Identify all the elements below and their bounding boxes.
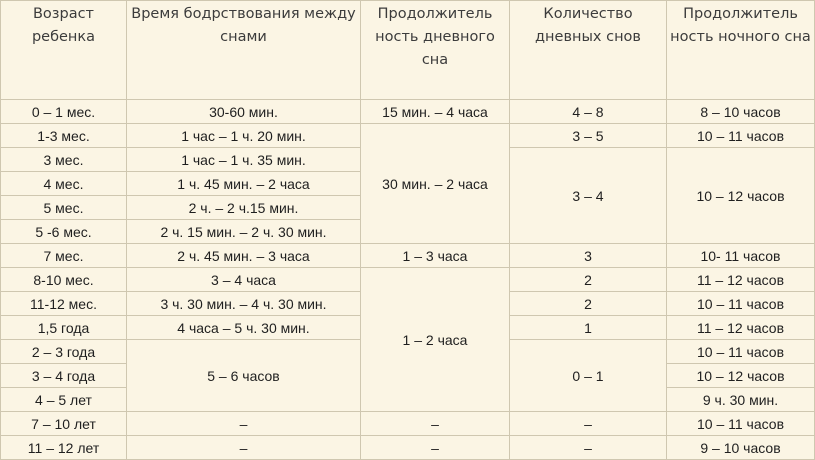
night-sleep-cell: 10- 11 часов [667,244,815,268]
age-cell: 7 – 10 лет [1,412,127,436]
naps-cell: – [510,412,667,436]
night-sleep-cell: 10 – 12 часов [667,364,815,388]
wake-cell: 1 час – 1 ч. 35 мин. [127,148,361,172]
night-sleep-cell: 10 – 11 часов [667,340,815,364]
age-cell: 5 -6 мес. [1,220,127,244]
wake-cell: 5 – 6 часов [127,340,361,412]
age-cell: 11-12 мес. [1,292,127,316]
night-sleep-cell: 8 – 10 часов [667,100,815,124]
night-sleep-cell: 9 ч. 30 мин. [667,388,815,412]
age-cell: 2 – 3 года [1,340,127,364]
night-sleep-cell: 9 – 10 часов [667,436,815,460]
age-cell: 1-3 мес. [1,124,127,148]
header-night-sleep: Продолжитель ность ночного сна [667,1,815,100]
night-sleep-cell: 10 – 12 часов [667,148,815,244]
header-wake-time: Время бодрствования между снами [127,1,361,100]
day-sleep-cell: 15 мин. – 4 часа [361,100,510,124]
wake-cell: 2 ч. 15 мин. – 2 ч. 30 мин. [127,220,361,244]
header-age: Возраст ребенка [1,1,127,100]
table-row [1,100,815,124]
wake-cell: 30-60 мин. [127,100,361,124]
day-sleep-cell: – [361,436,510,460]
night-sleep-cell: 11 – 12 часов [667,316,815,340]
wake-cell: 4 часа – 5 ч. 30 мин. [127,316,361,340]
wake-cell: 2 ч. 45 мин. – 3 часа [127,244,361,268]
wake-cell: 1 ч. 45 мин. – 2 часа [127,172,361,196]
day-sleep-cell: 30 мин. – 2 часа [361,124,510,244]
age-cell: 7 мес. [1,244,127,268]
age-cell: 4 – 5 лет [1,388,127,412]
table-row [1,124,815,148]
night-sleep-cell: 10 – 11 часов [667,292,815,316]
wake-cell: 1 час – 1 ч. 20 мин. [127,124,361,148]
table-row [1,244,815,268]
age-cell: 3 мес. [1,148,127,172]
day-sleep-cell: – [361,412,510,436]
table-row [1,412,815,436]
wake-cell: 3 – 4 часа [127,268,361,292]
wake-cell: 2 ч. – 2 ч.15 мин. [127,196,361,220]
night-sleep-cell: 11 – 12 часов [667,268,815,292]
header-row [1,1,815,100]
table-row [1,268,815,292]
day-sleep-cell: 1 – 3 часа [361,244,510,268]
day-sleep-cell: 1 – 2 часа [361,268,510,412]
naps-cell: 4 – 8 [510,100,667,124]
table-row [1,436,815,460]
wake-cell: 3 ч. 30 мин. – 4 ч. 30 мин. [127,292,361,316]
age-cell: 1,5 года [1,316,127,340]
age-cell: 4 мес. [1,172,127,196]
naps-cell: 1 [510,316,667,340]
naps-cell: 2 [510,268,667,292]
naps-cell: 0 – 1 [510,340,667,412]
naps-cell: 3 [510,244,667,268]
header-day-sleep: Продолжитель ность дневного сна [361,1,510,100]
naps-cell: 2 [510,292,667,316]
naps-cell: 3 – 4 [510,148,667,244]
age-cell: 3 – 4 года [1,364,127,388]
naps-cell: 3 – 5 [510,124,667,148]
wake-cell: – [127,412,361,436]
age-cell: 5 мес. [1,196,127,220]
wake-cell: – [127,436,361,460]
night-sleep-cell: 10 – 11 часов [667,412,815,436]
header-nap-count: Количество дневных снов [510,1,667,100]
naps-cell: – [510,436,667,460]
age-cell: 0 – 1 мес. [1,100,127,124]
age-cell: 11 – 12 лет [1,436,127,460]
night-sleep-cell: 10 – 11 часов [667,124,815,148]
age-cell: 8-10 мес. [1,268,127,292]
